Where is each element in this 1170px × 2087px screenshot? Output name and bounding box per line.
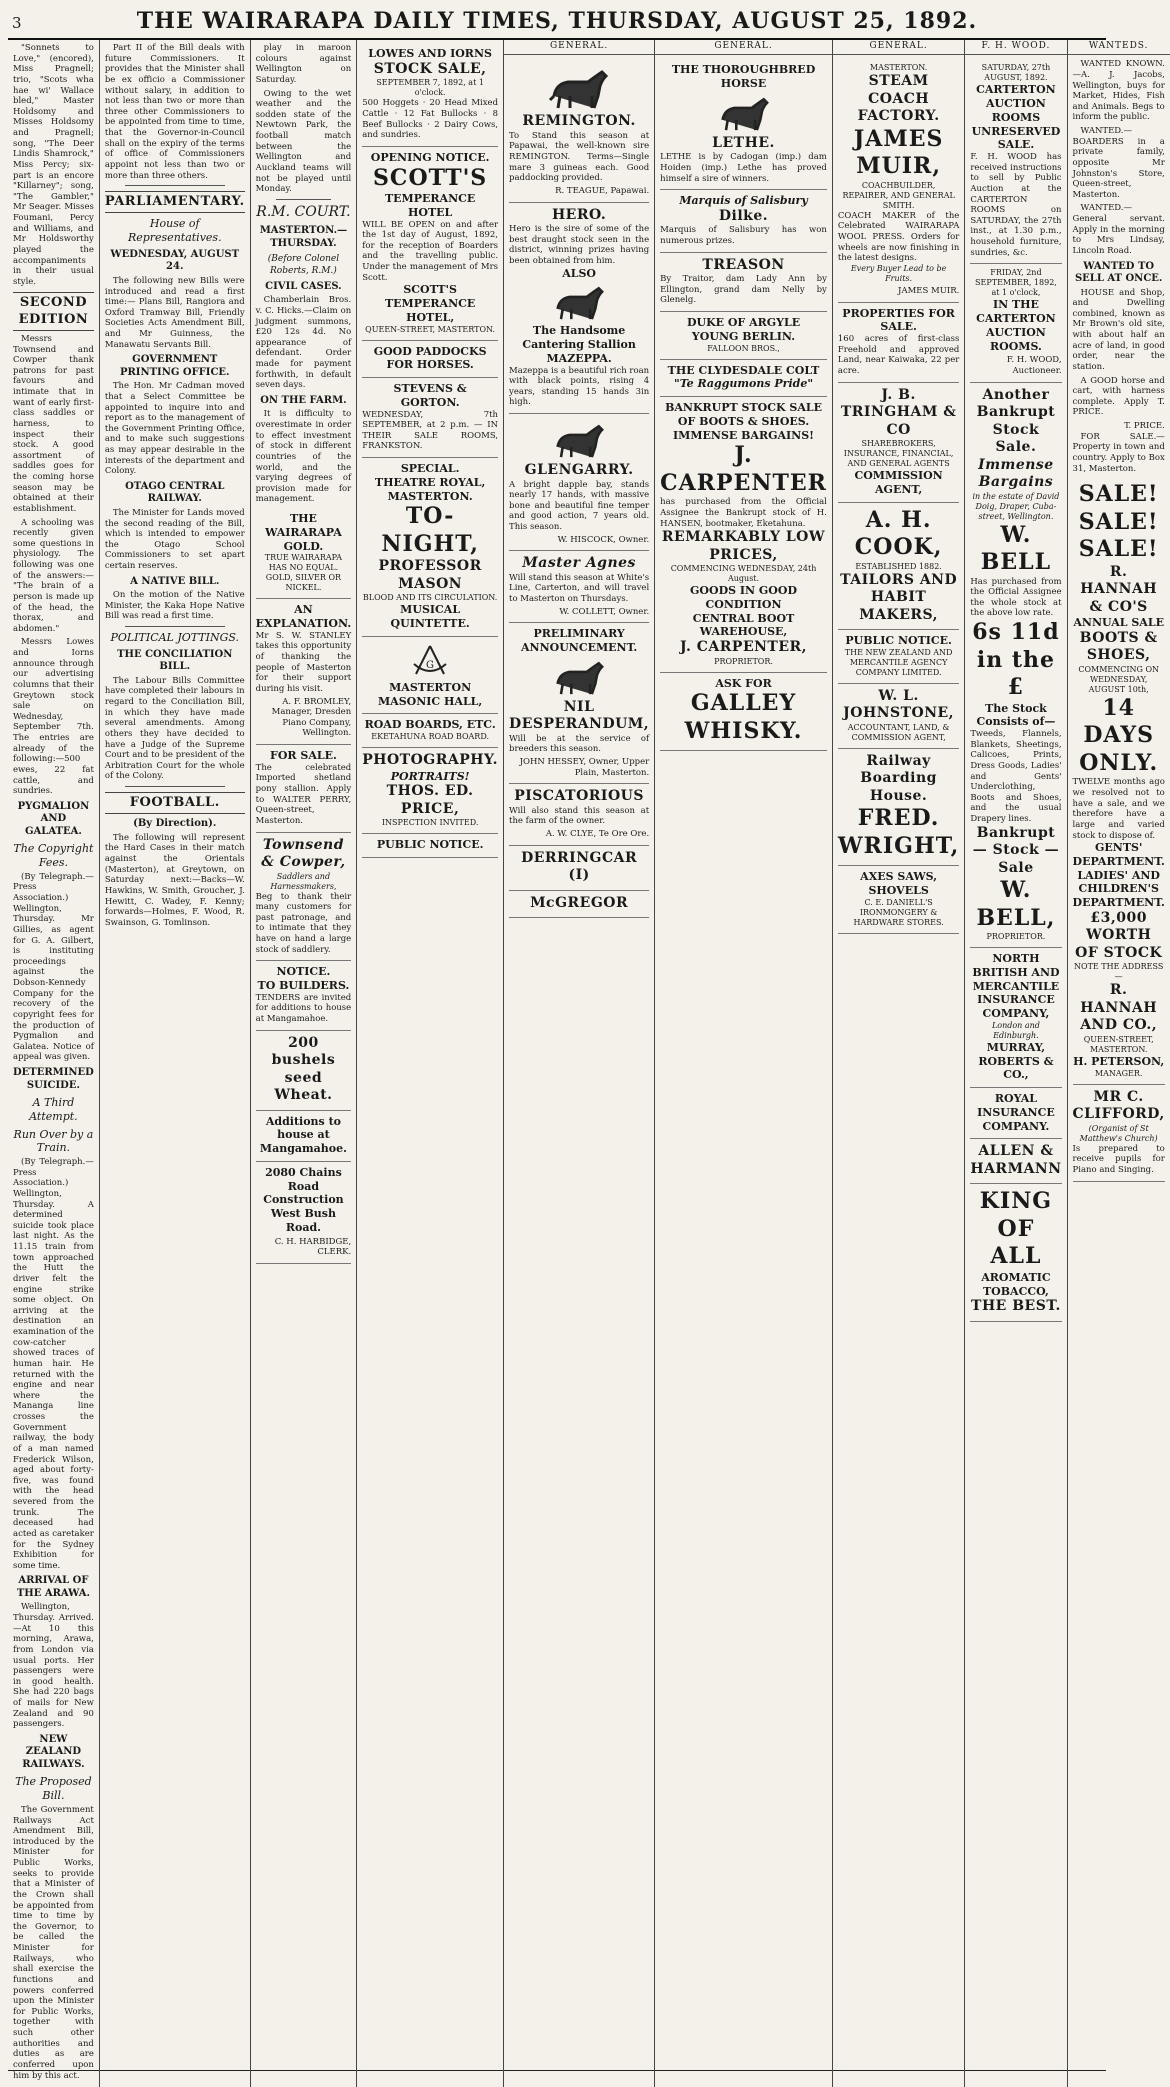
subheadline: CIVIL CASES. — [265, 280, 342, 292]
advertisement: Another Bankrupt Stock Sale. Immense Bargains in the estate of David Doig, Draper, Cuba-street, Wellington. W. BELL Has purchased from the Official Assignee the whole stock at the above low rate. 6s 11d in the £ The Stock Consists of— Tweeds, Flannels, Blankets, Sheetings, Calicoes, Prints, Dress Goods, Ladies' and Gents' Underclothing, Boots and Shoes, and the usual Drapery lines. Bankrupt — Stock — Sale W. BELL, PROPRIETOR. — [970, 383, 1061, 949]
advertisement: FOR SALE. The celebrated Imported shetland pony stallion. Apply to WALTER PERRY, Queen-street, Masterton. — [256, 745, 352, 833]
headline: OTAGO CENTRAL RAILWAY. — [125, 480, 225, 505]
advertisement: SATURDAY, 27th AUGUST, 1892. CARTERTON AUCTION ROOMS UNRESERVED SALE. F. H. WOOD has received instructions to sell by Public Auction at the CARTERTON ROOMS on SATURDAY, the 27th inst., at 1.30 p.m., household furniture, sundries, &c. — [970, 59, 1061, 264]
column-4 — [357, 40, 504, 2087]
column-9 — [1068, 40, 1170, 2087]
subheadline: The Proposed Bill. — [15, 1775, 92, 1803]
advertisement: PRELIMINARY ANNOUNCEMENT. NIL DESPERANDUM, Will be at the service of breeders this season. JOHN HESSEY, Owner, Upper Plain, Masterton. — [509, 623, 649, 784]
advertisement: Additions to house at Mangamahoe. — [256, 1111, 352, 1162]
column-5 — [504, 40, 655, 2087]
advertisement: THE WAIRARAPA GOLD. TRUE WAIRARAPA HAS NO EQUAL. GOLD, SILVER OR NICKEL. — [256, 508, 352, 599]
columns — [8, 40, 1165, 2081]
column-header: GENERAL. — [655, 41, 832, 55]
headline: ARRIVAL OF THE ARAWA. — [16, 1575, 90, 1599]
advertisement: DERRINGCAR (I) — [509, 846, 649, 891]
news-item: Part II of the Bill deals with future Commissioners. It provides that the Minister shall be ex officio a Commissioner without salary, in addition to not less than two or more than three other Commissioners to be appointed from time to time, that the Governor-in-Council shall on the expiry of the terms of office of Commissioners appoint not less than two or more than three others. — [104, 43, 245, 181]
advertisement: LOWES AND IORNS STOCK SALE, SEPTEMBER 7, 1892, at 1 o'clock. 500 Hoggets · 20 Head Mixed Cattle · 12 Fat Bullocks · 8 Beef Bullocks · 2 Dairy Cows, and sundries. — [362, 43, 498, 147]
newspaper-title: THE WAIRARAPA DAILY TIMES, THURSDAY, AUGUST 25, 1892. — [136, 8, 978, 34]
dateline: WEDNESDAY, AUGUST 24. — [110, 248, 240, 273]
headline: WANTED TO SELL AT ONCE. — [1074, 260, 1163, 284]
classified-ad: WANTED KNOWN.—A. J. Jacobs, Wellington, buys for Market, Hides, Fish and Animals. Begs to inform the public. — [1072, 59, 1165, 123]
news-item: The following will represent the Hard Cases in their match against the Orientals (Masterton), at Greytown, on Saturday next:—Backs—W. Hawkins, W. Smith, Groucher, J. Hewitt, C. Wadey, F. Kenny; forwards—Holmes, F. Wood, R. Swainson, G. Tomlinson. — [104, 832, 245, 928]
classified-ad: FOR SALE.—Property in town and country. Apply to Box 31, Masterton. — [1072, 431, 1165, 474]
second-edition-heading: SECOND EDITION — [13, 292, 94, 331]
svg-text:G: G — [426, 659, 435, 671]
news-item: (By Telegraph.—Press Association.) Wellington, Thursday. Mr Gillies, as agent for G. A. Gilbert, is instituting proceedings against the Dobson-Kennedy Company for the recovery of the copyright fees for the production of Pygmalion and Galatea. Notice of appeal was given. — [13, 871, 94, 1063]
column-8 — [965, 40, 1067, 2087]
subheadline: A Third Attempt. — [29, 1096, 78, 1123]
advertisement: MR C. CLIFFORD, (Organist of St Matthew's Church) Is prepared to receive pupils for Piano and Singing. — [1073, 1085, 1165, 1182]
news-item: play in maroon colours against Wellington on Saturday. — [255, 43, 352, 85]
column-1 — [8, 40, 100, 2087]
subheadline: The Copyright Fees. — [13, 842, 94, 869]
news-item: It is difficulty to overestimate in order to effect investment of stock in different countries of the world, and the varying degrees of provision made for management. — [255, 409, 352, 505]
news-item: The following new Bills were introduced and read a first time:— Plans Bill, Rangiora and Oxford Tramway Bill, Friendly Societies Acts Amendment Bill, and Mr Guinness, the Manawatu Servants Bill. — [104, 275, 245, 350]
headline: THE CONCILIATION BILL. — [117, 648, 233, 673]
subheadline: (Before Colonel Roberts, R.M.) — [267, 254, 340, 276]
column-header: GENERAL. — [833, 41, 964, 55]
advertisement: A. H. COOK, ESTABLISHED 1882. TAILORS AND HABIT MAKERS, — [838, 503, 959, 631]
horse-icon — [509, 66, 649, 110]
advertisement: ROYAL INSURANCE COMPANY. — [970, 1088, 1061, 1139]
advertisement: PUBLIC NOTICE. — [362, 834, 498, 858]
advertisement: PISCATORIOUS Will also stand this season at the farm of the owner. A. W. CLYE, Te Ore Ore. — [509, 784, 649, 845]
news-item: Messrs Lowes and Iorns announce through our advertising columns that their Greytown stock sale on Wednesday, September 7th. The entries are already of the following:—500 ewes, 22 fat cattle, and sundries. — [13, 637, 94, 797]
headline: PARLIAMENTARY. — [105, 191, 245, 213]
advertisement: G MASTERTON MASONIC HALL, — [362, 637, 498, 715]
column-header: F. H. WOOD. — [965, 41, 1066, 55]
advertisement: 2080 Chains Road Construction West Bush Road. C. H. HARBIDGE, CLERK. — [256, 1162, 352, 1264]
column-7 — [833, 40, 965, 2087]
news-item: The Government Railways Act Amendment Bill, introduced by the Minister for Public Works, seeks to provide that a Minister of the Crown shall be appointed from time to time by the Governor, to be called the Minister for Railways, who shall exercise the functions and powers conferred upon the Minister for Public Works, together with such other authorities and duties as are conferred upon him by this act. — [13, 1804, 94, 2081]
subheadline: (By Direction). — [133, 818, 217, 830]
news-item: Messrs Townsend and Cowper thank patrons for past favours and intimate that in want of early first-class saddles or harness, to inspect their stock. A good assortment of saddles goes for the coming horse season may be obtained at their establishment. — [13, 333, 94, 514]
headline: R.M. COURT. — [256, 203, 351, 220]
column-2 — [100, 40, 251, 2087]
column-header: WANTEDS. — [1068, 41, 1170, 55]
advertisement: Townsend & Cowper, Saddlers and Harnessmakers, Beg to thank their many customers for past patronage, and to intimate that they have on hand a large stock of saddlery. — [256, 833, 352, 962]
news-item: Wellington, Thursday. Arrived.—At 10 this morning, Arawa, from London via usual ports. Her passengers were in good health. She had 220 bags of mails for New Zealand and 90 passengers. — [13, 1602, 94, 1730]
masonic-emblem-icon — [362, 644, 498, 678]
horse-icon — [660, 94, 827, 132]
headline: A NATIVE BILL. — [130, 575, 220, 587]
horse-icon — [509, 421, 649, 459]
advertisement: PUBLIC NOTICE. THE NEW ZEALAND AND MERCANTILE AGENCY COMPANY LIMITED. — [838, 630, 959, 684]
advertisement: TREASON By Traitor, dam Lady Ann by Ellington, grand dam Nelly by Glenelg. — [660, 253, 827, 312]
page-number: 3 — [12, 14, 22, 32]
subheadline: Run Over by a Train. — [13, 1127, 94, 1155]
advertisement: HERO. Hero is the sire of some of the best draught stock seen in the district, winning prizes having been obtained from him. ALSO The Handsome Cantering Stallion MAZEPPA. Mazeppa is a beautiful rich roan with black points, rising 4 years, standing 15 hands 3in high. — [509, 203, 649, 415]
advertisement: AXES SAWS, SHOVELS C. E. DANIELL'S IRONMONGERY & HARDWARE STORES. — [838, 866, 959, 934]
advertisement: ALLEN & HARMANN — [970, 1139, 1061, 1184]
advertisement: DUKE OF ARGYLE YOUNG BERLIN. FALLOON BROS., — [660, 312, 827, 360]
headline: POLITICAL JOTTINGS. — [110, 631, 240, 644]
news-item: Chamberlain Bros. v. C. Hicks.—Claim on judgment summons, £20 12s 4d. No appearance of defendant. Order made for payment forthwith, in default seven days. — [255, 295, 352, 391]
news-item: The Labour Bills Committee have completed their labours in regard to the Conciliation Bill, in which they have made several amendments. Among others they have decided to have a Judge of the Supreme Court and to be president of the Arbitration Court for the whole of the Colony. — [104, 675, 245, 782]
advertisement: PROPERTIES FOR SALE. 160 acres of first-class Freehold and approved Land, near Kaiwaka, 22 per acre. — [838, 303, 959, 383]
masthead — [8, 6, 1106, 40]
advertisement: THE CLYDESDALE COLT "Te Raggumons Pride" — [660, 360, 827, 398]
headline: ON THE FARM. — [260, 394, 347, 406]
column-header: GENERAL. — [504, 41, 654, 55]
advertisement: AN EXPLANATION. Mr S. W. STANLEY takes this opportunity of thanking the people of Masterton for their support during his visit. A. F. BROMLEY, Manager, Dresden Piano Company, Wellington. — [256, 599, 352, 745]
advertisement: Railway Boarding House. FRED. WRIGHT, — [838, 749, 959, 867]
headline: PYGMALION AND GALATEA. — [17, 800, 90, 837]
advertisement: PHOTOGRAPHY. PORTRAITS! THOS. ED. PRICE, INSPECTION INVITED. — [362, 748, 498, 834]
advertisement: 200 bushels seed Wheat. — [256, 1031, 352, 1111]
advertisement: Marquis of Salisbury Dilke. Marquis of Salisbury has won numerous prizes. — [660, 190, 827, 253]
headline: FOOTBALL. — [105, 792, 245, 814]
advertisement: SPECIAL. THEATRE ROYAL, MASTERTON. TO-NIGHT, PROFESSOR MASON BLOOD AND ITS CIRCULATION. MUSICAL QUINTETTE. — [362, 458, 498, 637]
headline: DETERMINED SUICIDE. — [13, 1067, 94, 1091]
advertisement: STEVENS & GORTON. WEDNESDAY, 7th SEPTEMBER, at 2 p.m. — IN THEIR SALE ROOMS, FRANKSTON. — [362, 378, 498, 458]
advertisement: W. L. JOHNSTONE, ACCOUNTANT, LAND, & COMMISSION AGENT, — [838, 684, 959, 749]
news-item: The Minister for Lands moved the second reading of the Bill, which is intended to empower the Otago School Commissioners to set apart certain reserves. — [104, 507, 245, 571]
advertisement: J. B. TRINGHAM & CO SHAREBROKERS, INSURANCE, FINANCIAL, AND GENERAL AGENTS COMMISSION AGENT, — [838, 383, 959, 503]
news-item: Owing to the wet weather and the sodden state of the Newtown Park, the football match between the Wellington and Auckland teams will not be played until Monday. — [255, 88, 352, 195]
news-item: (By Telegraph.—Press Association.) Wellington, Thursday. A determined suicide took place last night. As the 11.15 train from town approached the Hutt the driver felt the engine strike some object. On arriving at the destination an examination of the cow-catcher showed traces of human hair. He returned with the engine and near where the Mananga line crosses the Government railway, the body of a man named Frederick Wilson, aged about forty-five, was found with the head severed from the trunk. The deceased had acted as caretaker for the Sydney Exhibition for some time. — [13, 1157, 94, 1571]
advertisement: GLENGARRY. A bright dapple bay, stands nearly 17 hands, with massive bone and beautiful fine temper and good action, 7 years old. This season. W. HISCOCK, Owner. — [509, 414, 649, 551]
advertisement: McGREGOR — [509, 891, 649, 919]
news-item: A schooling was recently given some questions in physiology. The following was one of the answers:— "The brain of a person is made up of the head, the thorax, and abdomen." — [13, 517, 94, 634]
subheadline: House of Representatives. — [127, 217, 222, 245]
headline: NEW ZEALAND RAILWAYS. — [22, 1733, 85, 1770]
classified-ad: WANTED.—BOARDERS in a private family, opposite Mr Johnston's Store, Queen-street, Masterton. — [1072, 126, 1165, 200]
advertisement: NOTICE. TO BUILDERS. TENDERS are invited for additions to house at Mangamahoe. — [256, 961, 352, 1030]
classified-ad: HOUSE and Shop, and Dwelling combined, known as Mr Brown's old site, with about half an acre of land, in good order, near the station. — [1072, 287, 1165, 372]
advertisement: REMINGTON. To Stand this season at Papawai, the well-known sire REMINGTON. Terms—Single mare 3 guineas each. Good paddocking provided. R. TEAGUE, Papawai. — [509, 59, 649, 202]
advertisement: Master Agnes Will stand this season at White's Line, Carterton, and will travel to Masterton on Thursdays. W. COLLETT, Owner. — [509, 551, 649, 623]
advertisement: KING OF ALL AROMATIC TOBACCO, THE BEST. — [970, 1184, 1061, 1322]
classified-ad: A GOOD horse and cart, with harness complete. Apply T. PRICE. — [1072, 375, 1165, 418]
advertisement: FRIDAY, 2nd SEPTEMBER, 1892, at 1 o'clock, IN THE CARTERTON AUCTION ROOMS. F. H. WOOD, Auctioneer. — [970, 264, 1061, 382]
column-3 — [251, 40, 358, 2087]
horse-icon — [509, 283, 649, 321]
column-6 — [655, 40, 833, 2087]
advertisement: NORTH BRITISH AND MERCANTILE INSURANCE COMPANY, London and Edinburgh. MURRAY, ROBERTS & CO., — [970, 948, 1061, 1088]
signature: T. PRICE. — [1124, 421, 1165, 431]
advertisement: BANKRUPT STOCK SALE OF BOOTS & SHOES. IMMENSE BARGAINS! J. CARPENTER has purchased from the Official Assignee the Bankrupt stock of H. HANSEN, bootmaker, Eketahuna. REMARKABLY LOW PRICES, COMMENCING WEDNESDAY, 24th August. GOODS IN GOOD CONDITION CENTRAL BOOT WAREHOUSE, J. CARPENTER, PROPRIETOR. — [660, 397, 827, 673]
advertisement: GOOD PADDOCKS FOR HORSES. — [362, 341, 498, 379]
headline: GOVERNMENT PRINTING OFFICE. — [119, 354, 230, 378]
horse-icon — [509, 658, 649, 696]
advertisement: OPENING NOTICE. SCOTT'S TEMPERANCE HOTEL WILL BE OPEN on and after the 1st day of August, 1892, for the reception of Boarders and the travelling public. Under the management of Mrs Scott. SCOTT'S TEMPERANCE HOTEL, QUEEN-STREET, MASTERTON. — [362, 147, 498, 341]
subheadline: MASTERTON.—THURSDAY. — [259, 225, 348, 249]
concert-report: "Sonnets to Love," (encored), Miss Pragnell; trio, "Scots wha hae wi' Wallace bled," Master Holdsomy and Misses Holdsomy and Pragnell; song, "The Deer Lindis Shamrock," Miss Percy; six-part is an encore "Killarney"; song, "The Gambler," Mr Seager. Misses Foumani, Percy and Williams, and Mr Holdsworthy played the accompaniments in their usual style. — [13, 43, 94, 287]
classified-ad: WANTED.—General servant. Apply in the morning to Mrs Lindsay, Lincoln Road. — [1072, 203, 1165, 256]
advertisement: ASK FOR GALLEY WHISKY. — [660, 673, 827, 752]
advertisement: ROAD BOARDS, ETC. EKETAHUNA ROAD BOARD. — [362, 714, 498, 748]
advertisement: MASTERTON. STEAM COACH FACTORY. JAMES MUIR, COACHBUILDER, REPAIRER, AND GENERAL SMITH. COACH MAKER of the Celebrated WAIRARAPA WOOL PRESS. Orders for wheels are now finishing in the latest designs. Every Buyer Lead to be Fruits. JAMES MUIR. — [838, 59, 959, 302]
advertisement: SALE! SALE! SALE! R. HANNAH & CO'S ANNUAL SALE BOOTS & SHOES, COMMENCING ON WEDNESDAY, AUGUST 10th, 14 DAYS ONLY. TWELVE months ago we resolved not to have a sale, and we therefore have a large and varied stock to dispose of. GENTS' DEPARTMENT. LADIES' AND CHILDREN'S DEPARTMENT. £3,000 WORTH OF STOCK NOTE THE ADDRESS— R. HANNAH AND CO., QUEEN-STREET, MASTERTON. H. PETERSON, MANAGER. — [1073, 477, 1165, 1085]
news-item: The Hon. Mr Cadman moved that a Select Committee be appointed to inquire into and report as to the management of the Government Printing Office, and to make such suggestions as may appear desirable in the interests of the department and Colony. — [104, 381, 245, 477]
news-item: On the motion of the Native Minister, the Kaka Hope Native Bill was read a first time. — [104, 590, 245, 622]
advertisement: THE THOROUGHBRED HORSE LETHE. LETHE is by Cadogan (imp.) dam Hoiden (imp.) Lethe has proved himself a sire of winners. — [660, 59, 827, 190]
